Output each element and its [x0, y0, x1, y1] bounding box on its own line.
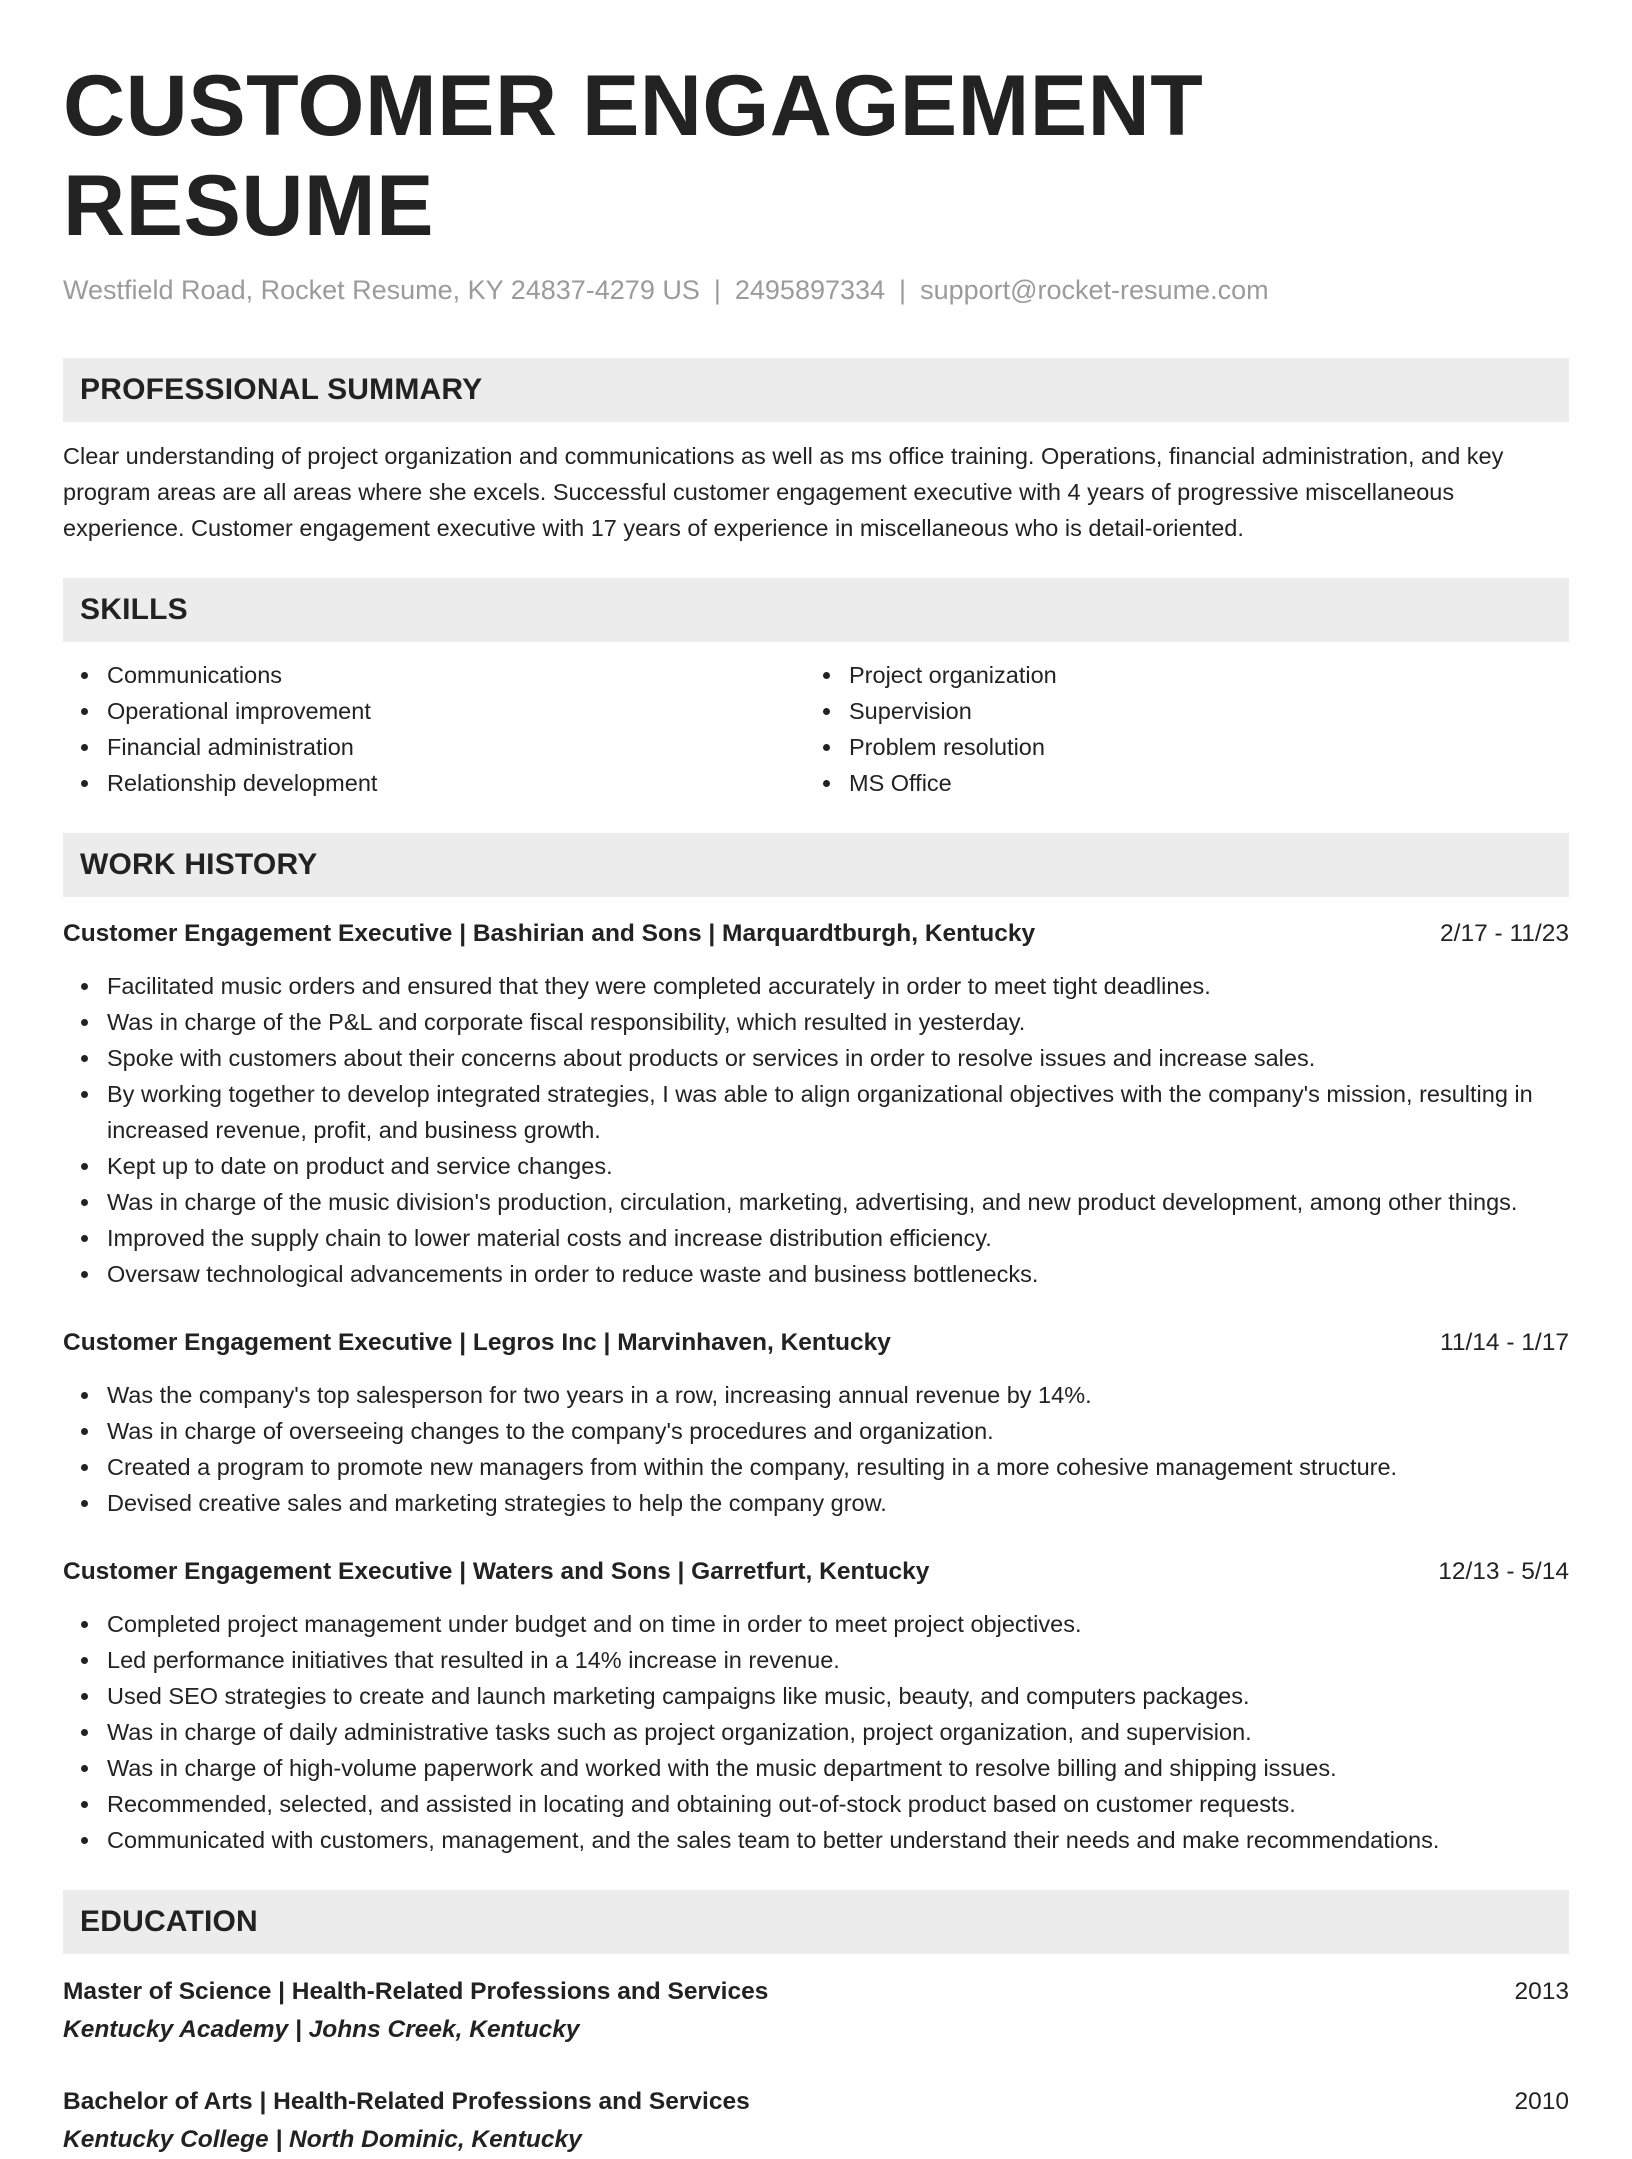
section-heading-work-history: WORK HISTORY: [63, 833, 1569, 897]
job-bullet: Communicated with customers, management, and the sales team to better understand their needs and make recommendations.: [63, 1822, 1569, 1858]
education-degree: Bachelor of Arts | Health-Related Professions and Services: [63, 2088, 750, 2115]
job-header: [63, 1325, 1569, 1361]
skill-item: MS Office: [805, 765, 1569, 801]
job-dates: 11/14 - 1/17: [1440, 1329, 1569, 1356]
job-bullet: Used SEO strategies to create and launch marketing campaigns like music, beauty, and computers packages.: [63, 1678, 1569, 1714]
skill-item: Relationship development: [63, 765, 805, 801]
education-school: Kentucky College | North Dominic, Kentucky: [63, 2126, 582, 2153]
job-title: Customer Engagement Executive | Bashirian and Sons | Marquardtburgh, Kentucky: [63, 920, 1036, 947]
skill-item: Communications: [63, 657, 805, 693]
job-bullet: By working together to develop integrated strategies, I was able to align organizational objectives with the company's mission, resulting in increased revenue, profit, and business growth.: [63, 1076, 1569, 1148]
job-bullet: Completed project management under budget and on time in order to meet project objectives.: [63, 1606, 1569, 1642]
job-bullet: Was in charge of the P&L and corporate fiscal responsibility, which resulted in yesterday.: [63, 1004, 1569, 1040]
section-heading-education: EDUCATION: [63, 1890, 1569, 1954]
job-bullet: Was in charge of overseeing changes to the company's procedures and organization.: [63, 1413, 1569, 1449]
education-year: 2013: [1514, 1978, 1569, 2005]
job-bullet: Improved the supply chain to lower material costs and increase distribution efficiency.: [63, 1220, 1569, 1256]
skill-item: Project organization: [805, 657, 1569, 693]
job-bullet: Spoke with customers about their concerns about products or services in order to resolve issues and increase sales.: [63, 1040, 1569, 1076]
job-bullet: Was in charge of high-volume paperwork and worked with the music department to resolve billing and shipping issues.: [63, 1750, 1569, 1786]
contact-line: [63, 272, 1569, 308]
skill-item: Problem resolution: [805, 729, 1569, 765]
section-heading-summary: PROFESSIONAL SUMMARY: [63, 358, 1569, 422]
contact-separator: |: [713, 275, 721, 305]
contact-separator: |: [899, 275, 907, 305]
job-entry: [63, 1554, 1569, 1858]
job-bullet: Recommended, selected, and assisted in locating and obtaining out-of-stock product based on customer requests.: [63, 1786, 1569, 1822]
job-entry: [63, 1325, 1569, 1521]
job-bullet: Facilitated music orders and ensured that they were completed accurately in order to meet tight deadlines.: [63, 968, 1569, 1004]
job-bullet: Was the company's top salesperson for two years in a row, increasing annual revenue by 14%.: [63, 1377, 1569, 1413]
education-header: [63, 1973, 1569, 2011]
job-title: Customer Engagement Executive | Waters and Sons | Garretfurt, Kentucky: [63, 1558, 930, 1585]
job-header: [63, 916, 1569, 952]
job-bullet: Oversaw technological advancements in order to reduce waste and business bottlenecks.: [63, 1256, 1569, 1292]
job-bullet: Was in charge of daily administrative tasks such as project organization, project organization, and supervision.: [63, 1714, 1569, 1750]
job-title: Customer Engagement Executive | Legros Inc | Marvinhaven, Kentucky: [63, 1329, 891, 1356]
section-heading-skills: SKILLS: [63, 578, 1569, 642]
job-header: [63, 1554, 1569, 1590]
skill-item: Supervision: [805, 693, 1569, 729]
job-bullets: [63, 968, 1569, 1292]
contact-phone: 2495897334: [734, 275, 886, 305]
education-entry: [63, 2083, 1569, 2159]
job-dates: 2/17 - 11/23: [1440, 920, 1569, 947]
skills-column-left: [63, 657, 805, 801]
education-header: [63, 2083, 1569, 2121]
summary-text: Clear understanding of project organization and communications as well as ms office training. Operations, financial administration, and key program areas are all areas where she excels. Successful customer engagement executive with 4 years of progressive miscellaneous experience. Customer engagement executive with 17 years of experience in miscellaneous who is detail-oriented.: [63, 443, 1504, 541]
education-degree: Master of Science | Health-Related Professions and Services: [63, 1978, 769, 2005]
contact-email: support@rocket-resume.com: [920, 275, 1269, 305]
resume-title: CUSTOMER ENGAGEMENT RESUME: [63, 58, 1204, 254]
job-bullets: [63, 1377, 1569, 1521]
contact-address: Westfield Road, Rocket Resume, KY 24837-4279 US: [63, 275, 700, 305]
job-bullet: Devised creative sales and marketing strategies to help the company grow.: [63, 1485, 1569, 1521]
skills-list: [63, 657, 1569, 801]
education-school: Kentucky Academy | Johns Creek, Kentucky: [63, 2016, 580, 2043]
job-bullet: Was in charge of the music division's production, circulation, marketing, advertising, and new product development, among other things.: [63, 1184, 1569, 1220]
skill-item: Financial administration: [63, 729, 805, 765]
skills-column-right: [805, 657, 1569, 801]
job-bullet: Led performance initiatives that resulted in a 14% increase in revenue.: [63, 1642, 1569, 1678]
job-bullets: [63, 1606, 1569, 1858]
education-entry: [63, 1973, 1569, 2049]
education-year: 2010: [1514, 2088, 1569, 2115]
skill-item: Operational improvement: [63, 693, 805, 729]
job-bullet: Kept up to date on product and service changes.: [63, 1148, 1569, 1184]
job-entry: [63, 916, 1569, 1292]
job-dates: 12/13 - 5/14: [1438, 1558, 1569, 1585]
job-bullet: Created a program to promote new managers from within the company, resulting in a more cohesive management structure.: [63, 1449, 1569, 1485]
